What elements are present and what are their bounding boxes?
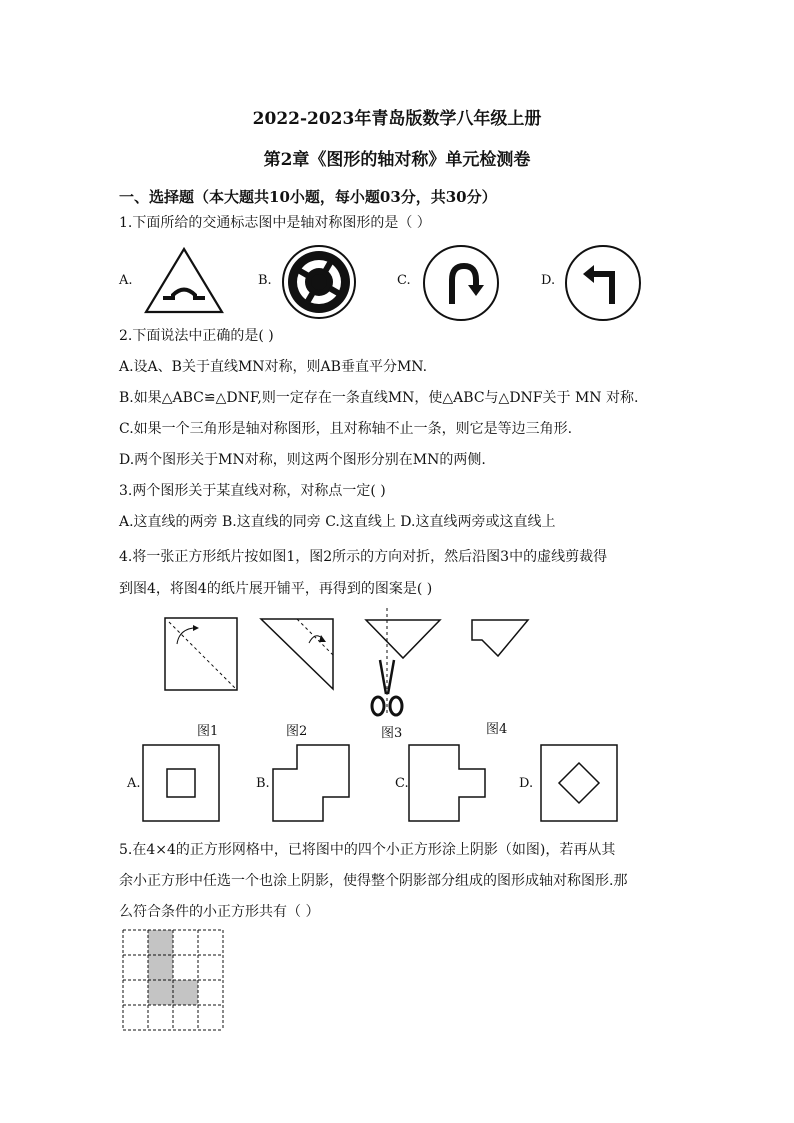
q4-figure-3	[362, 606, 446, 718]
title-line-1: 2022-2023年青岛版数学八年级上册	[252, 109, 542, 129]
q1-option-d-label: D.	[541, 273, 556, 288]
q4-option-a-label: A.	[127, 776, 141, 791]
q4-caption-2: 图2	[286, 724, 308, 739]
q4-option-c-label: C.	[395, 776, 409, 791]
q4-stem-line-2: 到图4，将图4的纸片展开铺平，再得到的图案是( )	[119, 581, 433, 597]
q4-option-b-label: B.	[256, 776, 270, 791]
q4-caption-3: 图3	[381, 726, 403, 741]
q2-option-c: C.如果一个三角形是轴对称图形，且对称轴不止一条，则它是等边三角形.	[119, 421, 573, 437]
q2-option-a: A.设A、B关于直线MN对称，则AB垂直平分MN.	[119, 359, 428, 375]
q2-option-b: B.如果△ABC≌△DNF,则一定存在一条直线MN，使△ABC与△DNF关于 MN 对称.	[119, 390, 639, 406]
q4-caption-4: 图4	[486, 722, 508, 737]
q3-options: A.这直线的两旁 B.这直线的同旁 C.这直线上 D.这直线两旁或这直线上	[119, 514, 556, 530]
q5-stem-line-3: 么符合条件的小正方形共有（ ）	[119, 904, 320, 920]
q4-option-c-figure	[407, 743, 487, 823]
q1-stem: 1.下面所给的交通标志图中是轴对称图形的是（ ）	[119, 215, 431, 231]
q4-option-a-figure	[141, 743, 221, 823]
q5-stem-line-2: 余小正方形中任选一个也涂上阴影，使得整个阴影部分组成的图形成轴对称图形.那	[119, 873, 628, 889]
q2-option-d: D.两个图形关于MN对称，则这两个图形分别在MN的两侧.	[119, 452, 486, 468]
q5-stem-line-1: 5.在4×4的正方形网格中，已将图中的四个小正方形涂上阴影（如图)，若再从其	[119, 842, 616, 858]
q3-stem: 3.两个图形关于某直线对称，对称点一定( )	[119, 483, 386, 499]
q4-figure-2	[259, 615, 335, 691]
q1-sign-c-icon	[422, 244, 500, 322]
q4-figure-1	[163, 616, 239, 692]
q1-sign-a-icon	[143, 246, 225, 316]
q1-option-b-label: B.	[258, 273, 272, 288]
q4-option-d-label: D.	[519, 776, 534, 791]
q2-stem: 2.下面说法中正确的是( )	[119, 328, 274, 344]
title-line-2: 第2章《图形的轴对称》单元检测卷	[263, 150, 531, 170]
q4-stem-line-1: 4.将一张正方形纸片按如图1，图2所示的方向对折，然后沿图3中的虚线剪裁得	[119, 549, 608, 565]
q1-sign-b-icon	[281, 244, 357, 320]
q4-option-d-figure	[539, 743, 619, 823]
section-heading: 一、选择题（本大题共10小题，每小题03分，共30分）	[119, 188, 497, 206]
q4-caption-1: 图1	[197, 724, 219, 739]
shaded-cell	[173, 980, 198, 1005]
q4-option-b-figure	[271, 743, 351, 823]
q4-figure-4	[470, 618, 530, 660]
shaded-cell	[148, 930, 173, 955]
q1-sign-d-icon	[564, 244, 642, 322]
q5-grid	[121, 928, 225, 1032]
shaded-cell	[148, 980, 173, 1005]
q1-option-c-label: C.	[397, 273, 411, 288]
shaded-cell	[148, 955, 173, 980]
q1-option-a-label: A.	[119, 273, 133, 288]
